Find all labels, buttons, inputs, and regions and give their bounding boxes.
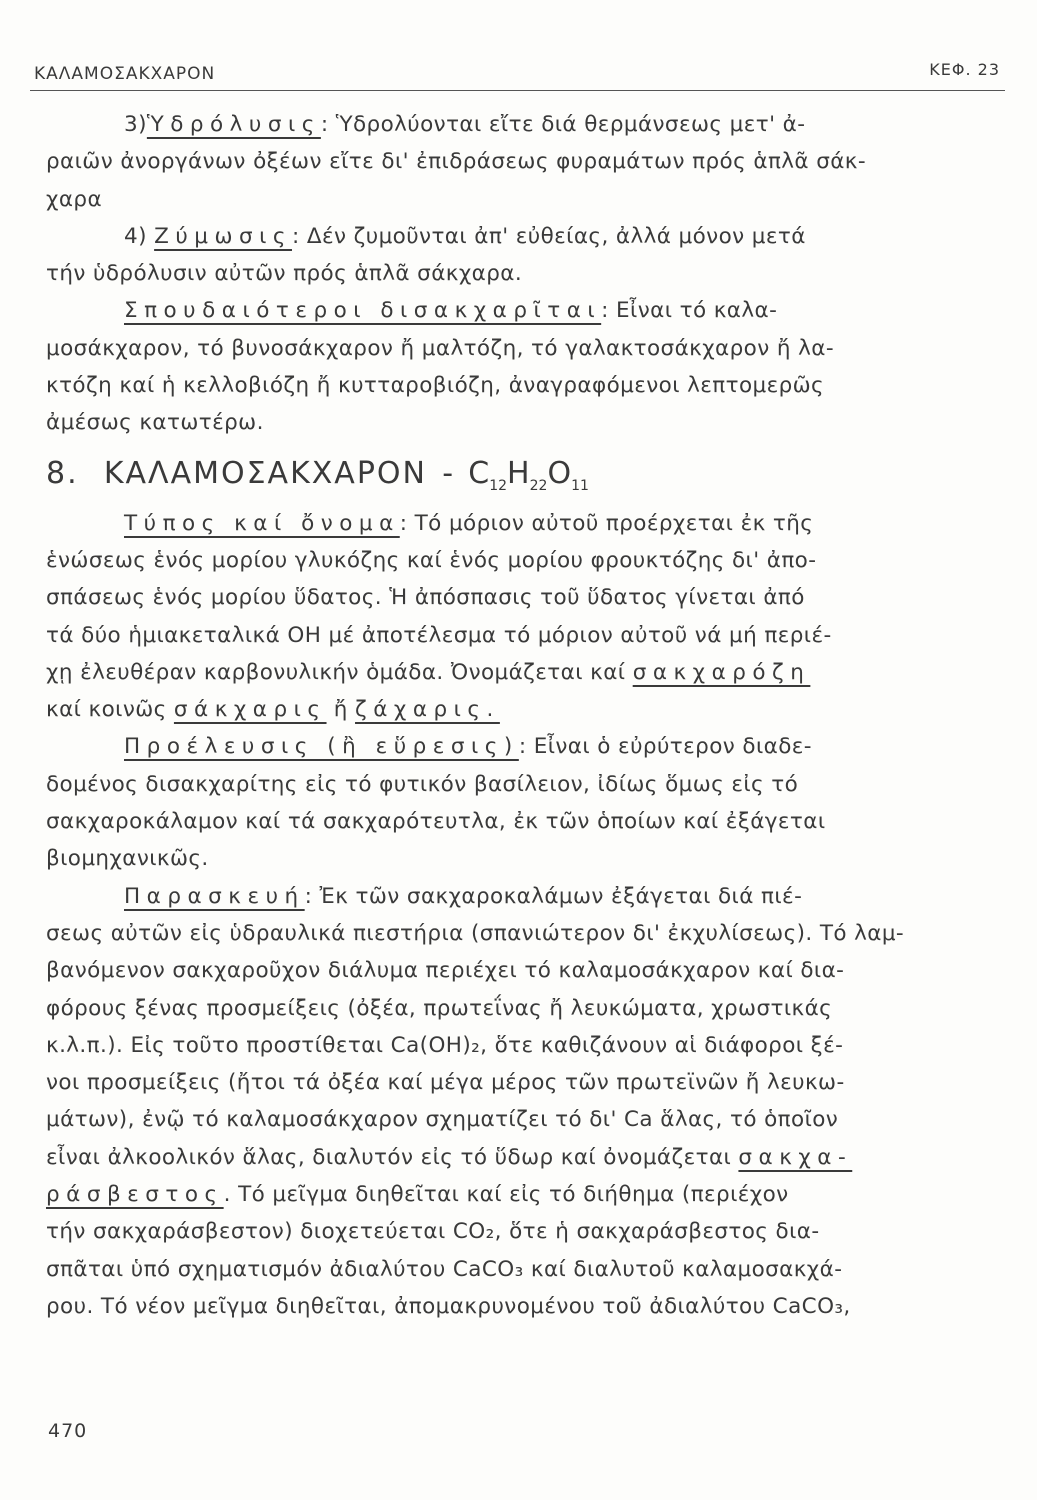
- type-name-line-4: τά δύο ἡμιακεταλικά OH μέ ἀποτέλεσμα τό μόριον αὐτοῦ νά μή περιέ-: [46, 622, 832, 648]
- type-name-line-1: [46, 505, 1014, 542]
- preparation-line-7: μάτων), ἐνῷ τό καλαμοσάκχαρον σχηματίζει τό δι' Ca ἅλας, τό ὁποῖον: [46, 1107, 839, 1133]
- preparation-line-1: [46, 878, 1014, 915]
- type-name-text-1: : Τό μόριον αὐτοῦ προέρχεται ἐκ τῆς: [399, 510, 814, 536]
- name-saccharis: σάκχαρις: [173, 697, 327, 723]
- saccharasbestos-term-part-1: σακχα-: [738, 1144, 853, 1170]
- type-name-term: Τύπος καί ὄνομα: [124, 510, 400, 536]
- disaccharides-line-4: ἀμέσως κατωτέρω.: [46, 410, 264, 436]
- page-body: [46, 106, 1014, 1325]
- hydrolysis-line-1: [46, 106, 1014, 143]
- type-name-line-3: σπάσεως ἑνός μορίου ὕδατος. Ἡ ἀπόσπασις τοῦ ὕδατος γίνεται ἀπό: [46, 585, 805, 611]
- preparation-line-8: [46, 1139, 1014, 1176]
- preparation-line-12: ρου. Τό νέον μεῖγμα διηθεῖται, ἀπομακρυνομένου τοῦ ἀδιαλύτου CaCO₃,: [46, 1293, 851, 1319]
- origin-line-2: δομένος δισακχαρίτης εἰς τό φυτικόν βασίλειον, ἰδίως ὅμως εἰς τό: [46, 771, 799, 797]
- preparation-text-9: . Τό μεῖγμα διηθεῖται καί εἰς τό διήθημα (περιέχον: [223, 1182, 789, 1208]
- preparation-text-1: : Ἐκ τῶν σακχαροκαλάμων ἐξάγεται διά πιέ-: [304, 883, 803, 909]
- name-zacharis: ζάχαρις.: [355, 697, 500, 723]
- fermentation-text-1: : Δέν ζυμοῦνται ἀπ' εὐθείας, ἀλλά μόνον μετά: [291, 223, 806, 249]
- section-dash: -: [442, 455, 456, 491]
- preparation-line-6: νοι προσμείξεις (ἤτοι τά ὀξέα καί μέγα μέρος τῶν πρωτεϊνῶν ἤ λευκω-: [46, 1070, 845, 1096]
- fermentation-term: Ζύμωσις: [154, 223, 292, 249]
- preparation-term: Παρασκευή: [124, 883, 305, 909]
- preparation-line-4: φόρους ξένας προσμείξεις (ὀξέα, πρωτεΐνας ἤ λευκώματα, χρωστικάς: [46, 995, 833, 1021]
- preparation-line-11: σπᾶται ὑπό σχηματισμόν ἀδιαλύτου CaCO₃ καί διαλυτοῦ καλαμοσακχά-: [46, 1256, 843, 1282]
- origin-text-1: : Εἶναι ὁ εὐρύτερον διαδε-: [518, 734, 812, 760]
- type-name-line-6: [46, 691, 1014, 728]
- type-name-text-5: χῃ ἐλευθέραν καρβονυλικήν ὁμάδα. Ὀνομάζεται καί: [46, 659, 626, 685]
- chapter-label: ΚΕΦ. 23: [929, 60, 1000, 79]
- preparation-line-10: τήν σακχαράσβεστον) διοχετεύεται CO₂, ὅτε ἡ σακχαράσβεστος δια-: [46, 1219, 820, 1245]
- section-title: ΚΑΛΑΜΟΣΑΚΧΑΡΟΝ: [103, 455, 427, 491]
- preparation-text-8: εἶναι ἀλκοολικόν ἅλας, διαλυτόν εἰς τό ὕδωρ καί ὀνομάζεται: [46, 1144, 732, 1170]
- hydrolysis-line-2: ραιῶν ἀνοργάνων ὀξέων εἴτε δι' ἐπιδράσεως φυραμάτων πρός ἁπλᾶ σάκ-: [46, 149, 867, 175]
- name-sucrose: σακχαρόζη: [632, 659, 811, 685]
- disaccharides-line-2: μοσάκχαρον, τό βυνοσάκχαρον ἤ μαλτόζη, τό γαλακτοσάκχαρον ἤ λα-: [46, 335, 834, 361]
- type-name-line-2: ἑνώσεως ἑνός μορίου γλυκόζης καί ἑνός μορίου φρουκτόζης δι' ἀπο-: [46, 547, 817, 573]
- fermentation-line-1: [46, 218, 1014, 255]
- hydrolysis-text-1: : Ὑδρολύονται εἴτε διά θερμάνσεως μετ' ἀ-: [320, 112, 806, 137]
- preparation-line-9: [46, 1176, 1014, 1213]
- origin-line-3: σακχαροκάλαμον καί τά σακχαρότευτλα, ἐκ τῶν ὁποίων καί ἐξάγεται: [46, 809, 826, 835]
- section-number: 8.: [46, 455, 79, 491]
- hydrolysis-term: Ὑδρόλυσις: [146, 112, 321, 137]
- hydrolysis-line-3: χαρα: [46, 186, 103, 212]
- header-rule: [30, 90, 1005, 91]
- type-name-text-6: καί κοινῶς: [46, 697, 167, 723]
- disaccharides-text-1: : Εἶναι τό καλα-: [601, 298, 778, 324]
- section-formula: $C_{12}H_{22}O_{11}$: [468, 455, 589, 494]
- preparation-line-5: κ.λ.π.). Εἰς τοῦτο προστίθεται Ca(OH)₂, ὅτε καθιζάνουν αἱ διάφοροι ξέ-: [46, 1032, 844, 1058]
- saccharasbestos-term-part-2: ράσβεστος: [46, 1182, 224, 1208]
- origin-term: Προέλευσις (ἢ εὕρεσις): [124, 734, 519, 760]
- origin-line-1: [46, 728, 1014, 765]
- preparation-line-3: βανόμενον σακχαροῦχον διάλυμα περιέχει τό καλαμοσάκχαρον καί δια-: [46, 958, 845, 984]
- running-header-title: ΚΑΛΑΜΟΣΑΚΧΑΡΟΝ: [34, 64, 216, 84]
- section-heading: [46, 452, 1014, 495]
- preparation-line-2: σεως αὐτῶν εἰς ὑδραυλικά πιεστήρια (σπανιώτερον δι' ἐκχυλίσεως). Τό λαμ-: [46, 920, 905, 946]
- fermentation-line-2: τήν ὑδρόλυσιν αὐτῶν πρός ἁπλᾶ σάκχαρα.: [46, 261, 523, 287]
- page-number: 470: [48, 1420, 88, 1442]
- fermentation-number: 4): [124, 223, 147, 249]
- disaccharides-line-3: κτόζη καί ἡ κελλοβιόζη ἤ κυτταροβιόζη, ἀναγραφόμενοι λεπτομερῶς: [46, 373, 825, 399]
- word-or: ἤ: [333, 697, 348, 723]
- type-name-line-5: [46, 654, 1014, 691]
- disaccharides-line-1: [46, 292, 1014, 329]
- disaccharides-term: Σπουδαιότεροι δισακχαρῖται: [124, 298, 602, 324]
- hydrolysis-number: 3): [124, 112, 147, 137]
- origin-line-4: βιομηχανικῶς.: [46, 846, 209, 872]
